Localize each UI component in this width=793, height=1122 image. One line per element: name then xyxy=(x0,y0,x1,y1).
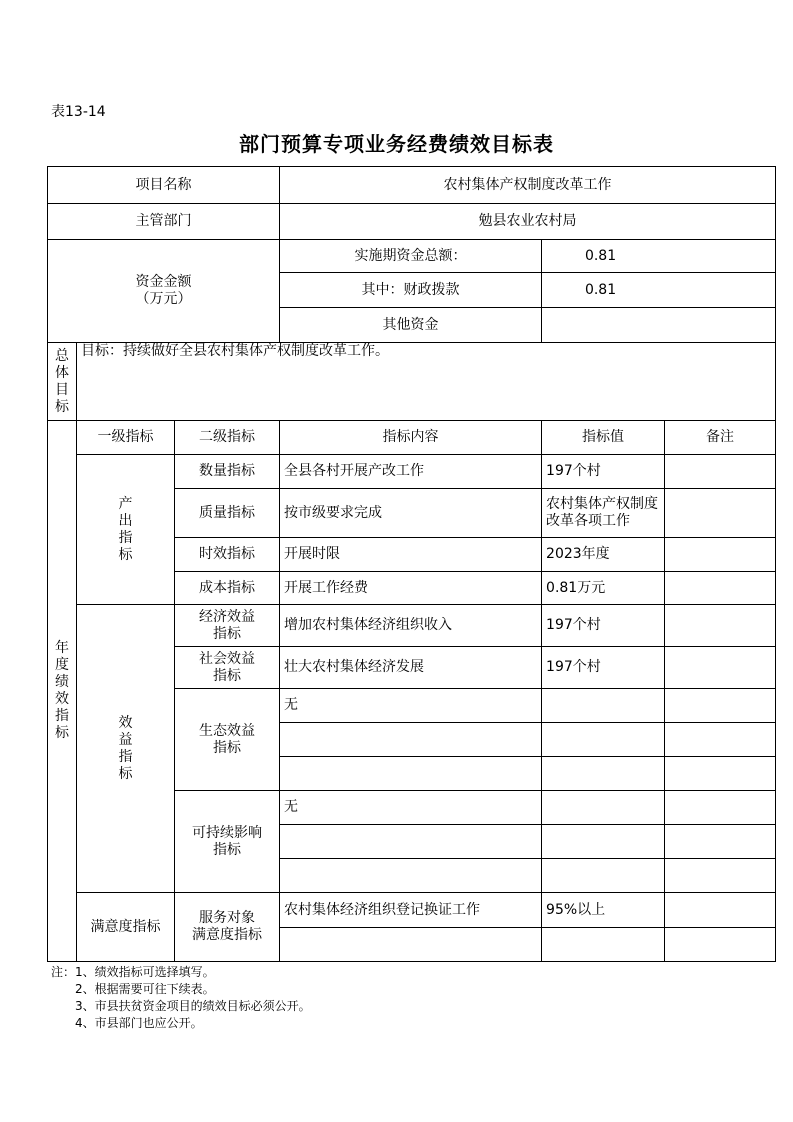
quantity-content: 全县各村开展产改工作 xyxy=(280,455,542,489)
quality-label: 质量指标 xyxy=(175,489,280,538)
satisfaction-row-1 xyxy=(48,893,776,928)
sustainable-label: 可持续影响 指标 xyxy=(175,791,280,893)
table-number: 表13-14 xyxy=(51,104,106,120)
ecological-value xyxy=(542,689,665,723)
funds-label-line2: （万元） xyxy=(135,291,192,307)
economic-value: 197个村 xyxy=(542,605,665,647)
quantity-row xyxy=(48,455,776,489)
ecological-value-2 xyxy=(542,723,665,757)
sustainable-content-2 xyxy=(280,825,542,859)
overall-goal-text: 目标：持续做好全县农村集体产权制度改革工作。 xyxy=(77,343,776,421)
social-value: 197个村 xyxy=(542,647,665,689)
economic-row xyxy=(48,605,776,647)
funds-fiscal-value: 0.81 xyxy=(542,273,776,308)
department-row xyxy=(48,204,776,240)
sustainable-remark-2 xyxy=(665,825,776,859)
funds-total-label: 实施期资金总额： xyxy=(280,240,542,273)
satisfaction-remark xyxy=(665,893,776,928)
sustainable-value-3 xyxy=(542,859,665,893)
social-label: 社会效益 指标 xyxy=(175,647,280,689)
sustainable-content-3 xyxy=(280,859,542,893)
performance-goal-table xyxy=(47,166,776,962)
quality-remark xyxy=(665,489,776,538)
benefit-indicators-label: 效 益 指 标 xyxy=(77,605,175,893)
service-satisfaction-label: 服务对象 满意度指标 xyxy=(175,893,280,962)
ecological-label: 生态效益 指标 xyxy=(175,689,280,791)
notes xyxy=(51,964,311,1032)
funds-other-value xyxy=(542,308,776,343)
social-remark xyxy=(665,647,776,689)
quantity-label: 数量指标 xyxy=(175,455,280,489)
ecological-content-3 xyxy=(280,757,542,791)
satisfaction-label: 满意度指标 xyxy=(77,893,175,962)
project-label: 项目名称 xyxy=(48,167,280,204)
funds-fiscal-label: 其中：财政拨款 xyxy=(280,273,542,308)
funds-other-label: 其他资金 xyxy=(280,308,542,343)
header-level2: 二级指标 xyxy=(175,421,280,455)
sustainable-remark-3 xyxy=(665,859,776,893)
cost-content: 开展工作经费 xyxy=(280,572,542,605)
ecological-remark-2 xyxy=(665,723,776,757)
page-title: 部门预算专项业务经费绩效目标表 xyxy=(239,132,554,156)
cost-value: 0.81万元 xyxy=(542,572,665,605)
funds-total-value: 0.81 xyxy=(542,240,776,273)
project-row xyxy=(48,167,776,204)
quality-value: 农村集体产权制度 改革各项工作 xyxy=(542,489,665,538)
note-2: 2、根据需要可往下续表。 xyxy=(75,982,215,996)
note-3: 3、市县扶贫资金项目的绩效目标必须公开。 xyxy=(75,999,311,1013)
funds-label xyxy=(48,240,280,343)
timeliness-label: 时效指标 xyxy=(175,538,280,572)
timeliness-remark xyxy=(665,538,776,572)
satisfaction-content-2 xyxy=(280,928,542,962)
note-1: 注：1、绩效指标可选择填写。 xyxy=(51,965,215,979)
sustainable-content: 无 xyxy=(280,791,542,825)
economic-content: 增加农村集体经济组织收入 xyxy=(280,605,542,647)
header-level1: 一级指标 xyxy=(77,421,175,455)
note-4: 4、市县部门也应公开。 xyxy=(75,1016,203,1030)
header-remark: 备注 xyxy=(665,421,776,455)
economic-label: 经济效益 指标 xyxy=(175,605,280,647)
output-indicators-label: 产 出 指 标 xyxy=(77,455,175,605)
funds-total-row xyxy=(48,240,776,273)
annual-indicators-label: 年 度 绩 效 指 标 xyxy=(48,421,77,962)
sustainable-remark xyxy=(665,791,776,825)
ecological-value-3 xyxy=(542,757,665,791)
indicator-header-row xyxy=(48,421,776,455)
satisfaction-remark-2 xyxy=(665,928,776,962)
overall-goal-label: 总 体 目 标 xyxy=(48,343,77,421)
economic-remark xyxy=(665,605,776,647)
header-value: 指标值 xyxy=(542,421,665,455)
satisfaction-value-2 xyxy=(542,928,665,962)
funds-label-line1: 资金金额 xyxy=(135,274,192,290)
social-content: 壮大农村集体经济发展 xyxy=(280,647,542,689)
satisfaction-value: 95%以上 xyxy=(542,893,665,928)
sustainable-value-2 xyxy=(542,825,665,859)
satisfaction-content: 农村集体经济组织登记换证工作 xyxy=(280,893,542,928)
ecological-content-2 xyxy=(280,723,542,757)
overall-goal-row xyxy=(48,343,776,421)
project-value: 农村集体产权制度改革工作 xyxy=(280,167,776,204)
department-value: 勉县农业农村局 xyxy=(280,204,776,240)
quantity-value: 197个村 xyxy=(542,455,665,489)
cost-remark xyxy=(665,572,776,605)
cost-label: 成本指标 xyxy=(175,572,280,605)
timeliness-content: 开展时限 xyxy=(280,538,542,572)
timeliness-value: 2023年度 xyxy=(542,538,665,572)
ecological-remark xyxy=(665,689,776,723)
department-label: 主管部门 xyxy=(48,204,280,240)
header-content: 指标内容 xyxy=(280,421,542,455)
ecological-remark-3 xyxy=(665,757,776,791)
ecological-content: 无 xyxy=(280,689,542,723)
quality-content: 按市级要求完成 xyxy=(280,489,542,538)
sustainable-value xyxy=(542,791,665,825)
quantity-remark xyxy=(665,455,776,489)
